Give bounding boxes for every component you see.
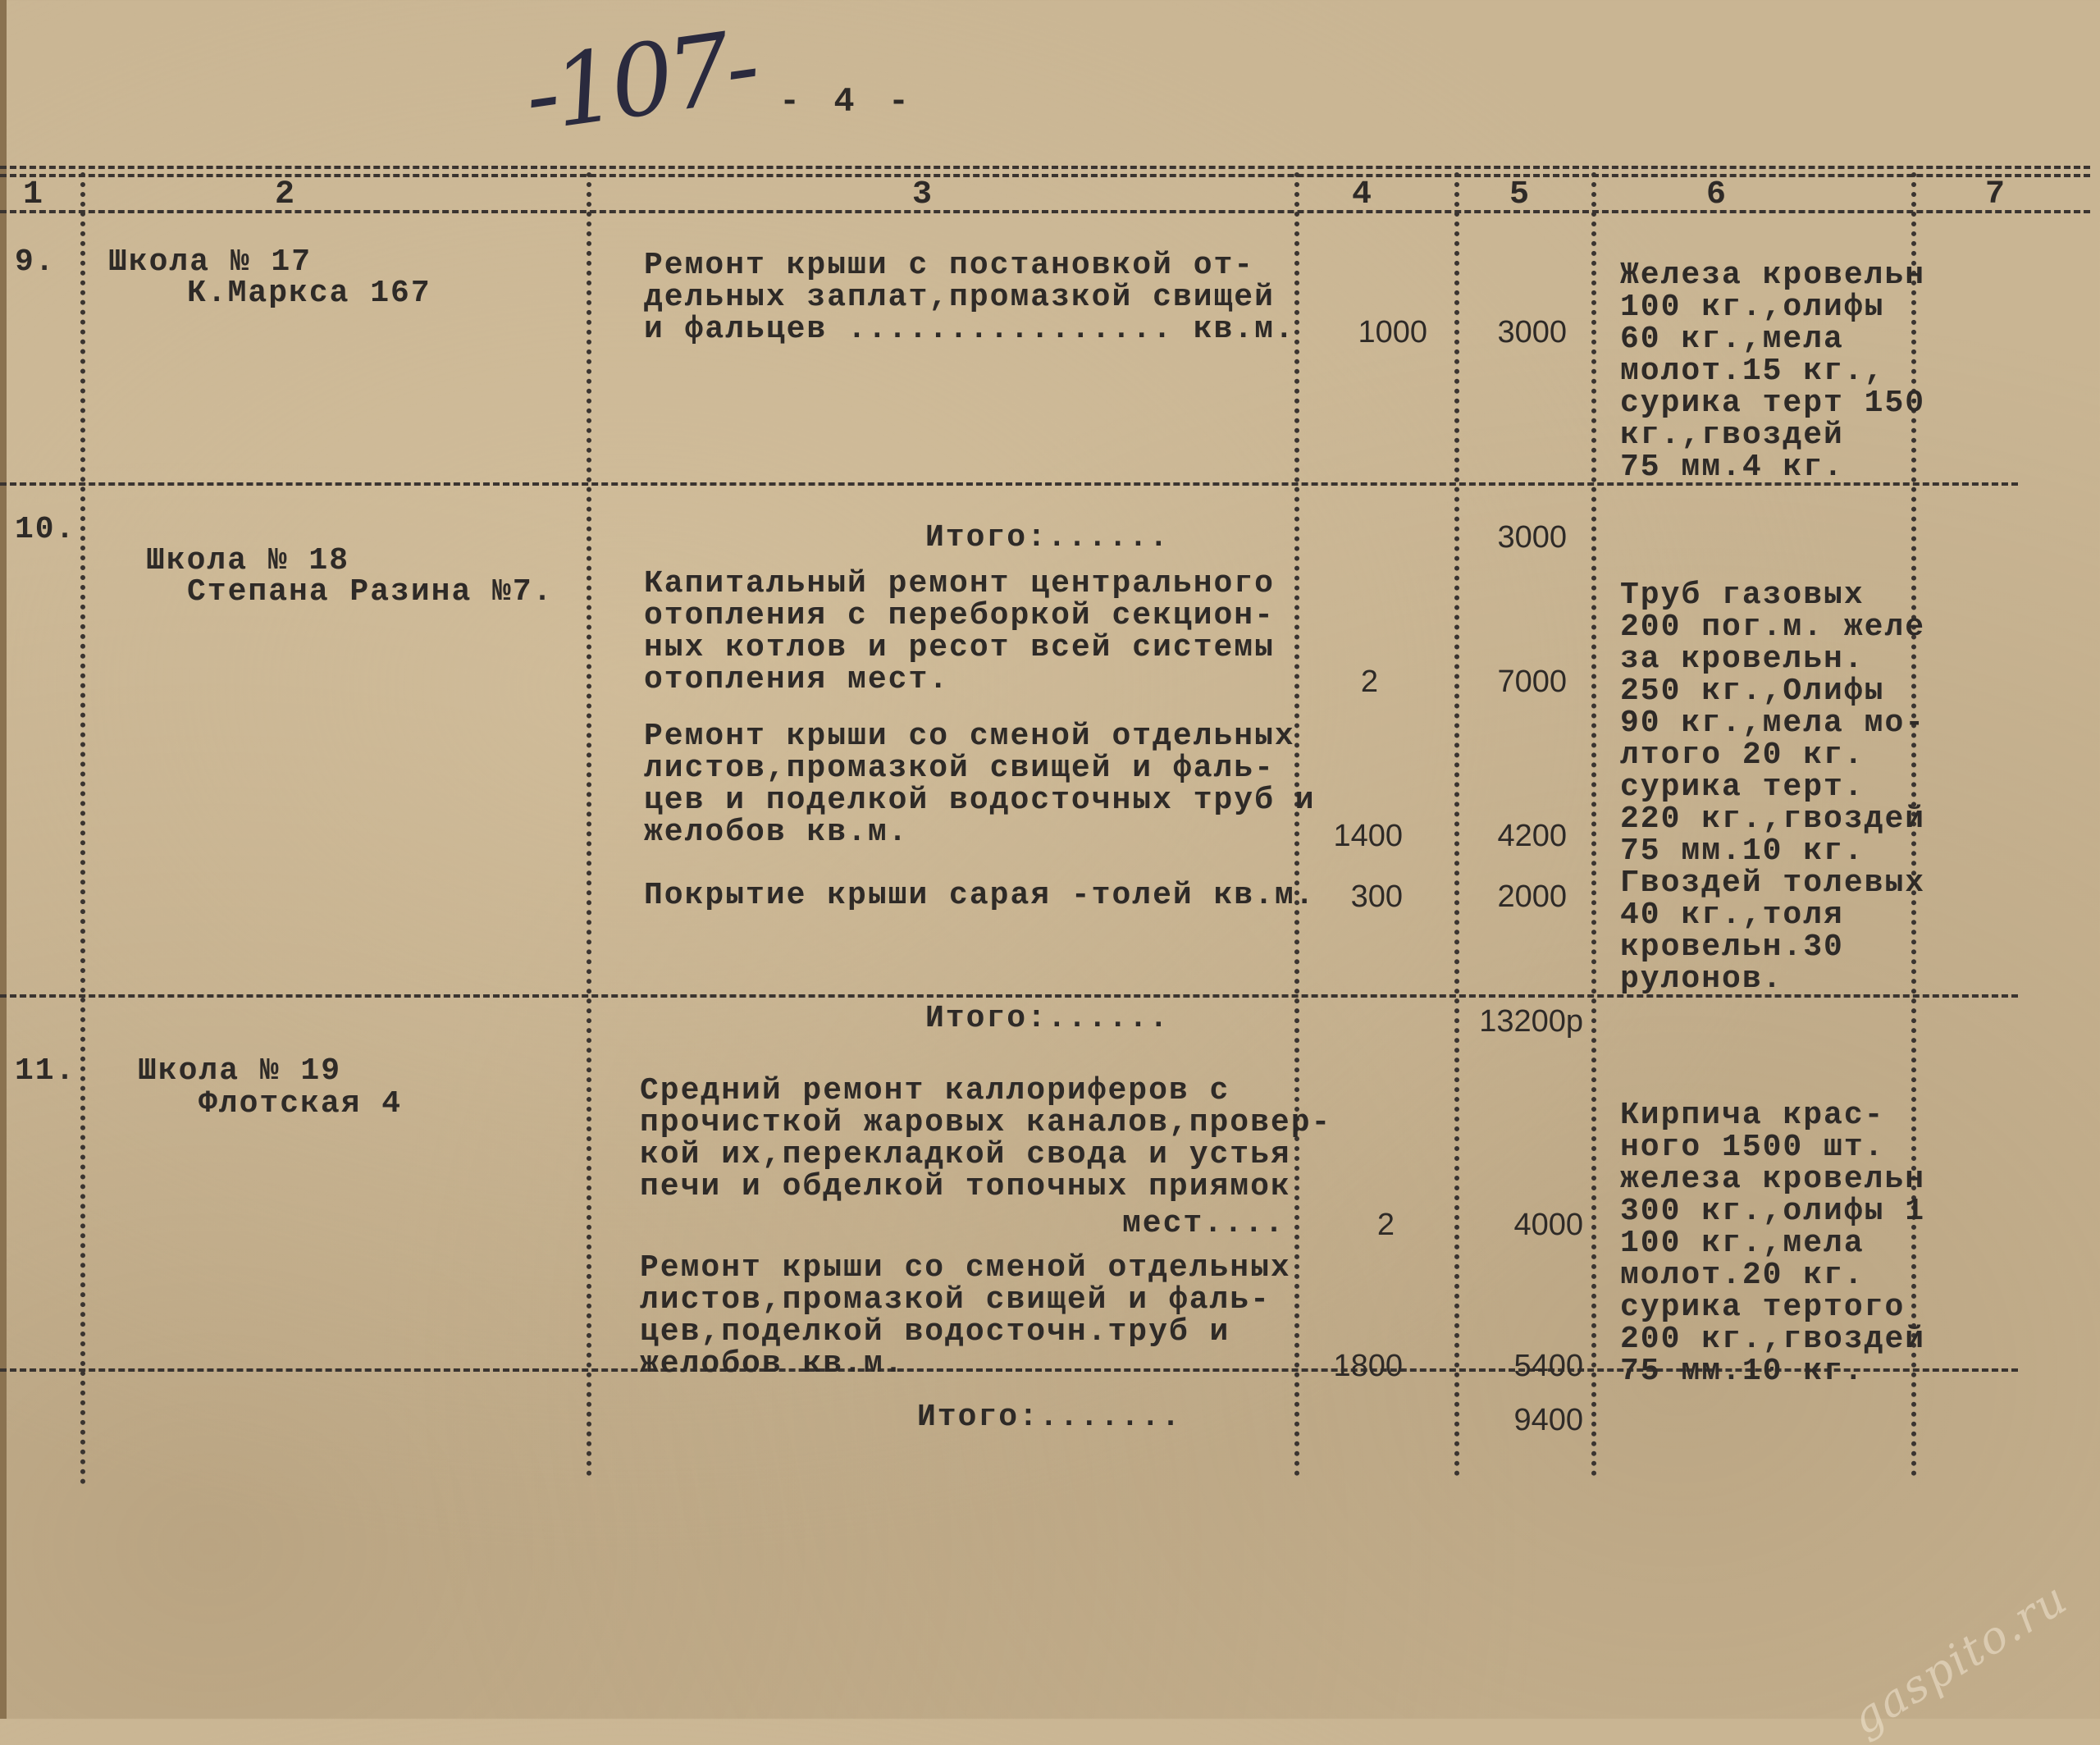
row-11-work-1-cost: 4000 — [1513, 1208, 1583, 1242]
row-9-work-1-line-3: и фальцев ................ кв.м. — [644, 312, 1295, 347]
column-separator-5 — [1591, 172, 1596, 1477]
column-separator-3 — [1294, 172, 1299, 1477]
row-9-number: 9. — [15, 244, 56, 280]
row-9-work-1-line-2: дельных заплат,промазкой свищей — [644, 280, 1275, 315]
row-11-school-address: Флотская 4 — [199, 1086, 403, 1121]
row-10-materials-line-12: кровельн.30 — [1620, 930, 1844, 965]
row-9-work-1-line-1: Ремонт крыши с постановкой от- — [644, 248, 1255, 283]
row-10-work-3-line-1: Покрытие крыши сарая -толей кв.м. — [644, 878, 1316, 913]
row-10-work-1-line-1: Капитальный ремонт центрального — [644, 566, 1275, 601]
row-9-work-1-cost: 3000 — [1497, 315, 1567, 349]
row-11-work-1-line-1: Средний ремонт каллориферов с — [640, 1073, 1230, 1108]
site-watermark: gaspito.ru — [1842, 1572, 2077, 1745]
row-11-school-name: Школа № 19 — [138, 1053, 342, 1089]
row-10-work-2-line-4: желобов кв.м. — [644, 815, 909, 850]
column-header-1: 1 — [23, 176, 45, 213]
row-9-work-1-quantity: 1000 — [1358, 315, 1427, 349]
row-9-materials-line-5: сурика терт 150 — [1620, 386, 1926, 421]
row-10-work-1-line-3: ных котлов и ресот всей системы — [644, 630, 1275, 665]
row-10-work-2-line-2: листов,промазкой свищей и фаль- — [644, 751, 1275, 786]
row-10-materials-line-8: 220 кг.,гвоздей — [1620, 802, 1926, 837]
row-9-school-name: Школа № 17 — [108, 244, 313, 280]
row-11-materials-line-3: железа кровельн — [1620, 1162, 1926, 1197]
row-11-materials-line-6: молот.20 кг. — [1620, 1258, 1865, 1293]
row-10-materials-line-7: сурика терт. — [1620, 770, 1865, 805]
row-10-school-name: Школа № 18 — [146, 543, 350, 578]
row-10-materials-line-13: рулонов. — [1620, 962, 1783, 997]
row-10-materials-line-3: за кровельн. — [1620, 642, 1865, 677]
row-11-materials-line-9: 75 мм.10 кг. — [1620, 1354, 1865, 1389]
row-10-work-3-cost: 2000 — [1497, 879, 1567, 914]
column-header-5: 5 — [1509, 176, 1532, 213]
row-10-work-1-line-4: отопления мест. — [644, 662, 950, 697]
row-11-work-2-quantity: 1800 — [1333, 1349, 1403, 1383]
archive-page-mark: -107- — [518, 9, 762, 154]
row-11-materials-line-8: 200 кг.,гвоздей — [1620, 1322, 1926, 1357]
row-10-materials-line-1: Труб газовых — [1620, 578, 1865, 613]
column-separator-1 — [80, 172, 85, 1485]
row-11-work-2-line-3: цев,поделкой водосточн.труб и — [640, 1314, 1230, 1350]
row-10-school-address: Степана Разина №7. — [187, 574, 554, 610]
row-9-materials-line-3: 60 кг.,мела — [1620, 322, 1844, 357]
row-9-materials-line-7: 75 мм.4 кг. — [1620, 450, 1844, 485]
row-11-total-label: Итого:....... — [917, 1400, 1182, 1435]
row-9-materials-line-6: кг.,гвоздей — [1620, 418, 1844, 453]
header-bottom-rule — [0, 210, 2090, 213]
row-11-work-1-line-5: мест.... — [1122, 1206, 1285, 1241]
row-11-work-1-line-3: кой их,перекладкой свода и устья — [640, 1137, 1291, 1172]
row-11-number: 11. — [15, 1053, 76, 1089]
row-9-school-address: К.Маркса 167 — [187, 276, 431, 311]
row-10-materials-line-9: 75 мм.10 кг. — [1620, 834, 1865, 869]
row-11-materials-line-1: Кирпича крас- — [1620, 1098, 1885, 1133]
row-11-materials-line-5: 100 кг.,мела — [1620, 1226, 1865, 1261]
row-11-work-1-quantity: 2 — [1376, 1208, 1395, 1242]
row-10-work-1-cost: 7000 — [1497, 665, 1567, 699]
row-11-materials-line-7: сурика тертого — [1620, 1290, 1906, 1325]
column-header-4: 4 — [1352, 176, 1374, 213]
row-10-work-1-quantity: 2 — [1360, 665, 1378, 699]
row-11-work-2-line-2: листов,промазкой свищей и фаль- — [640, 1282, 1271, 1318]
row-9-materials-line-1: Железа кровельн — [1620, 258, 1926, 293]
row-11-work-2-line-4: желобов кв.м. — [640, 1346, 905, 1382]
row-10-number: 10. — [15, 512, 76, 547]
row-10-total-value: 13200р — [1479, 1004, 1583, 1039]
row-10-work-2-line-1: Ремонт крыши со сменой отдельных — [644, 719, 1295, 754]
row-10-work-1-line-2: отопления с переборкой секцион- — [644, 598, 1275, 633]
column-header-6: 6 — [1706, 176, 1728, 213]
row-10-work-2-cost: 4200 — [1497, 819, 1567, 853]
row-11-work-2-line-1: Ремонт крыши со сменой отдельных — [640, 1250, 1291, 1286]
row-10-work-2-line-3: цев и поделкой водосточных труб и — [644, 783, 1316, 818]
row-11-work-1-line-2: прочисткой жаровых каналов,провер- — [640, 1105, 1332, 1140]
row-11-work-2-cost: 5400 — [1513, 1349, 1583, 1383]
table-top-rule — [0, 166, 2090, 169]
row-10-work-2-quantity: 1400 — [1333, 819, 1403, 853]
row-11-work-1-line-4: печи и обделкой топочных приямок — [640, 1169, 1291, 1204]
row-10-materials-line-11: 40 кг.,толя — [1620, 898, 1844, 933]
row-11-total-value: 9400 — [1513, 1403, 1583, 1437]
row-11-materials-line-4: 300 кг.,олифы 1 — [1620, 1194, 1926, 1229]
column-header-3: 3 — [912, 176, 934, 213]
row-10-materials-line-10: Гвоздей толевых — [1620, 866, 1926, 901]
row-11-materials-line-2: ного 1500 шт. — [1620, 1130, 1885, 1165]
row-10-materials-line-6: лтого 20 кг. — [1620, 738, 1865, 773]
column-separator-4 — [1454, 172, 1459, 1477]
row-10-materials-line-4: 250 кг.,Олифы — [1620, 674, 1885, 709]
row-9-total-label: Итого:...... — [925, 520, 1170, 555]
row-10-materials-line-5: 90 кг.,мела мо- — [1620, 706, 1926, 741]
column-separator-2 — [587, 172, 591, 1477]
page-binding-edge — [0, 0, 7, 1719]
row-9-total-value: 3000 — [1497, 520, 1567, 555]
row-10-materials-line-2: 200 пог.м. желе — [1620, 610, 1926, 645]
row-10-work-3-quantity: 300 — [1350, 879, 1403, 914]
column-header-7: 7 — [1985, 176, 2007, 213]
page-number: - 4 - — [779, 82, 916, 121]
row-9-materials-line-4: молот.15 кг., — [1620, 354, 1885, 389]
row-9-materials-line-2: 100 кг.,олифы — [1620, 290, 1885, 325]
column-header-2: 2 — [275, 176, 297, 213]
row-10-total-label: Итого:...... — [925, 1001, 1170, 1036]
